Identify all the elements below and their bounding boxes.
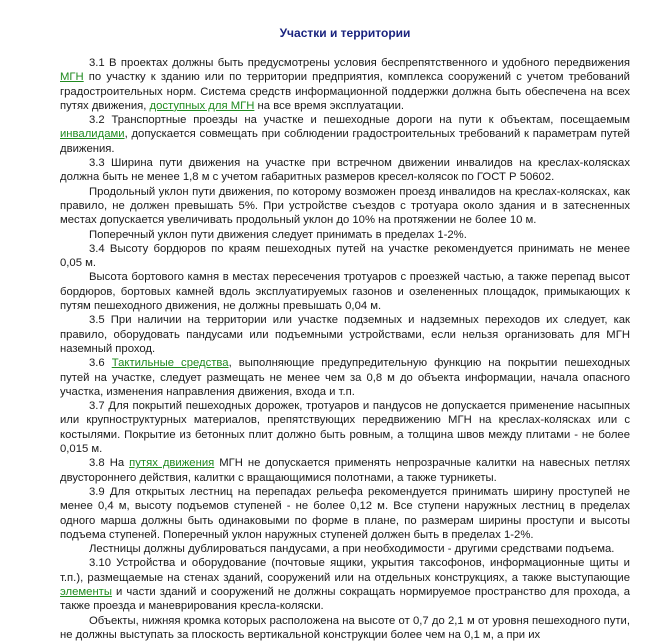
paragraph-text: Объекты, нижняя кромка которых расположена на высоте от 0,7 до 2,1 м от уровня пешеходного пути, не должны выступать за плоскость вертикальной конструкции более чем на 0,1 м, а при их bbox=[60, 614, 630, 641]
paragraph-text: 3.4 Высоту бордюров по краям пешеходных путей на участке рекомендуется принимать не менее 0,05 м. bbox=[60, 242, 630, 270]
paragraph bbox=[60, 156, 630, 185]
term-link[interactable]: МГН bbox=[60, 71, 84, 84]
term-link[interactable]: путях движения bbox=[129, 457, 215, 470]
paragraph-text: 3.3 Ширина пути движения на участке при встречном движении инвалидов на креслах-колясках должна быть не менее 1,8 м с учетом габаритных размеров кресел-колясок по ГОСТ Р 50602. bbox=[60, 157, 630, 184]
term-link[interactable]: доступных для МГН bbox=[149, 99, 255, 112]
paragraph bbox=[60, 614, 630, 642]
paragraph bbox=[60, 485, 630, 542]
paragraph bbox=[60, 356, 630, 399]
paragraph-text: 3.10 Устройства и оборудование (почтовые ящики, укрытия таксофонов, информационные щиты и т.п.), размещаемые на стенах зданий, сооружений или на отдельных конструкциях, а также выступающие bbox=[60, 557, 630, 584]
term-link[interactable]: элементы bbox=[60, 585, 112, 598]
paragraph-text: 3.8 На bbox=[89, 457, 130, 470]
paragraph-text: 3.9 Для открытых лестниц на перепадах рельефа рекомендуется принимать ширину проступей не менее 0,4 м, высоту подъемов ступеней - не более 0,12 м. Все ступени наружных лестниц в пределах одного марша должны быть одинаковыми по форме в плане, по размерам ширины проступи и высоты подъема ступеней. Поперечный уклон наружных ступеней должен быть в пределах 1-2%. bbox=[60, 485, 630, 541]
term-link[interactable]: Тактильные средства bbox=[111, 357, 229, 370]
paragraph bbox=[60, 56, 630, 113]
paragraph bbox=[60, 313, 630, 356]
paragraph-text: 3.2 Транспортные проезды на участке и пешеходные дороги на пути к объектам, посещаемым bbox=[89, 114, 630, 127]
paragraph bbox=[60, 556, 630, 613]
document-body bbox=[60, 56, 630, 642]
paragraph-text: 3.5 При наличии на территории или участке подземных и надземных переходов их следует, как правило, оборудовать пандусами или подъемными устройствами, если нельзя организовать для МГН наземный проход. bbox=[60, 314, 630, 355]
paragraph-text: 3.1 В проектах должны быть предусмотрены условия беспрепятственного и удобного передвижения bbox=[89, 57, 630, 69]
paragraph-text: МГН не допускается применять непрозрачные калитки на навесных петлях двустороннего действия, калитки с вращающимися полотнами, а также турникеты. bbox=[60, 457, 630, 484]
paragraph bbox=[60, 456, 630, 485]
paragraph-text: , допускается совмещать при соблюдении градостроительных требований к параметрам путей движения. bbox=[60, 128, 630, 155]
paragraph bbox=[60, 242, 630, 271]
paragraph-text: Лестницы должны дублироваться пандусами, а при необходимости - другими средствами подъема. bbox=[89, 543, 615, 556]
term-link[interactable]: инвалидами bbox=[60, 128, 125, 141]
paragraph bbox=[60, 113, 630, 156]
paragraph-text: по участку к зданию или по территории предприятия, комплекса сооружений с учетом требований градостроительных норм. Система средств информационной поддержки должна быть обеспечена на всех путях движения, bbox=[60, 71, 630, 112]
paragraph bbox=[60, 270, 630, 313]
paragraph bbox=[60, 399, 630, 456]
paragraph-text: , выполняющие предупредительную функцию на покрытии пешеходных путей на участке, следует размещать не менее чем за 0,8 м до объекта информации, начала опасного участка, изменения направления движения, входа и т.п. bbox=[60, 357, 630, 398]
paragraph-text: Продольный уклон пути движения, по которому возможен проезд инвалидов на креслах-колясках, как правило, не должен превышать 5%. При устройстве съездов с тротуара около здания и в затесненных местах допускается увеличивать продольный уклон до 10% на протяжении не более 10 м. bbox=[60, 185, 630, 227]
paragraph bbox=[60, 185, 630, 228]
paragraph-text: 3.6 bbox=[89, 357, 112, 370]
paragraph-text: и части зданий и сооружений не должны сокращать нормируемое пространство для прохода, а также проезда и маневрирования кресла-коляски. bbox=[60, 585, 630, 613]
paragraph-text: 3.7 Для покрытий пешеходных дорожек, тротуаров и пандусов не допускается применение насыпных или крупноструктурных материалов, препятствующих передвижению МГН на креслах-колясках или с костылями. Покрытие из бетонных плит должно быть ровным, а толщина швов между плитами - не более 0,015 м. bbox=[60, 400, 630, 456]
paragraph-text: на все время эксплуатации. bbox=[254, 99, 405, 112]
paragraph bbox=[60, 542, 630, 556]
paragraph-text: Поперечный уклон пути движения следует принимать в пределах 1-2%. bbox=[89, 228, 467, 241]
page-title: Участки и территории bbox=[279, 26, 411, 40]
paragraph-text: Высота бортового камня в местах пересечения тротуаров с проезжей частью, а также перепад высот бордюров, бортовых камней вдоль эксплуатируемых газонов и озелененных площадок, примыкающих к путям пешеходного движения, не должны превышать 0,04 м. bbox=[60, 271, 630, 313]
paragraph bbox=[60, 228, 630, 242]
